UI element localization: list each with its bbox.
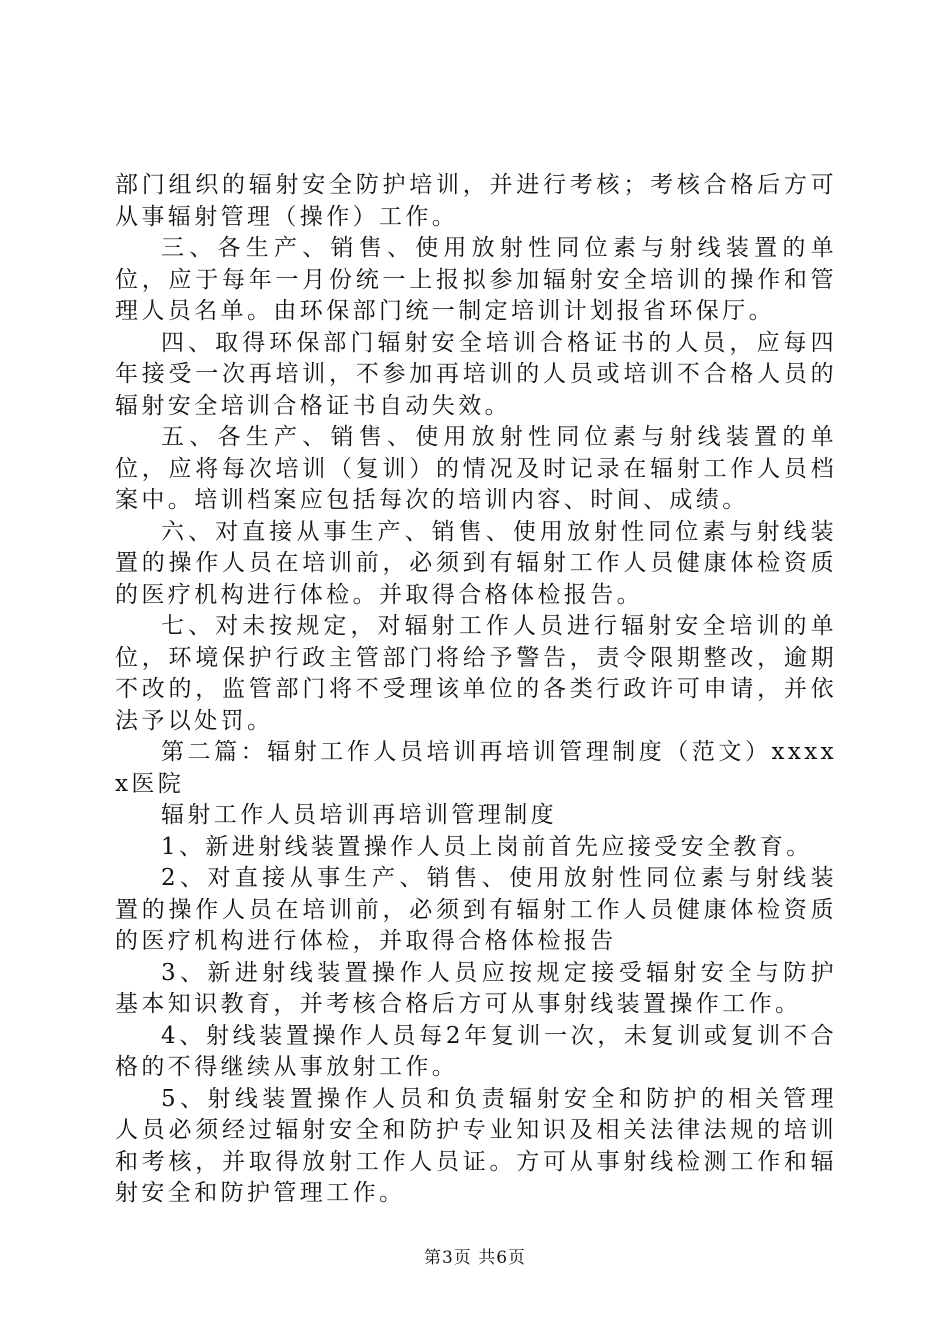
- paragraph-item-5: 五、各生产、销售、使用放射性同位素与射线装置的单位，应将每次培训（复训）的情况及时记录在辐射工作人员档案中。培训档案应包括每次的培训内容、时间、成绩。: [115, 424, 837, 513]
- paragraph-item-7: 七、对未按规定，对辐射工作人员进行辐射安全培训的单位，环境保护行政主管部门将给予警告，责令限期整改，逾期不改的，监管部门将不受理该单位的各类行政许可申请，并依法予以处罚。: [115, 613, 837, 734]
- page-footer: 第3页 共6页: [423, 1248, 527, 1268]
- paragraph-item-3: 三、各生产、销售、使用放射性同位素与射线装置的单位，应于每年一月份统一上报拟参加辐射安全培训的操作和管理人员名单。由环保部门统一制定培训计划报省环保厅。: [115, 235, 837, 324]
- rule-item-5: 5、射线装置操作人员和负责辐射安全和防护的相关管理人员必须经过辐射安全和防护专业知识及相关法律法规的培训和考核，并取得放射工作人员证。方可从事射线检测工作和辐射安全和防护管理工作。: [115, 1085, 837, 1206]
- document-body: [115, 170, 837, 1210]
- paragraph-item-4: 四、取得环保部门辐射安全培训合格证书的人员，应每四年接受一次再培训，不参加再培训的人员或培训不合格人员的辐射安全培训合格证书自动失效。: [115, 329, 837, 419]
- document-subtitle: 辐射工作人员培训再培训管理制度: [161, 802, 557, 828]
- rule-item-3: 3、新进射线装置操作人员应按规定接受辐射安全与防护基本知识教育，并考核合格后方可从事射线装置操作工作。: [115, 959, 837, 1017]
- paragraph-continuation: 部门组织的辐射安全防护培训，并进行考核；考核合格后方可从事辐射管理（操作）工作。: [115, 172, 837, 230]
- rule-item-1: 1、新进射线装置操作人员上岗前首先应接受安全教育。: [161, 833, 813, 860]
- section-heading: 第二篇：辐射工作人员培训再培训管理制度（范文）xxxxx医院: [115, 739, 837, 797]
- rule-item-2: 2、对直接从事生产、销售、使用放射性同位素与射线装置的操作人员在培训前，必须到有辐射工作人员健康体检资质的医疗机构进行体检，并取得合格体检报告: [115, 865, 837, 954]
- paragraph-item-6: 六、对直接从事生产、销售、使用放射性同位素与射线装置的操作人员在培训前，必须到有辐射工作人员健康体检资质的医疗机构进行体检。并取得合格体检报告。: [115, 518, 837, 608]
- rule-item-4: 4、射线装置操作人员每2年复训一次，未复训或复训不合格的不得继续从事放射工作。: [115, 1022, 837, 1080]
